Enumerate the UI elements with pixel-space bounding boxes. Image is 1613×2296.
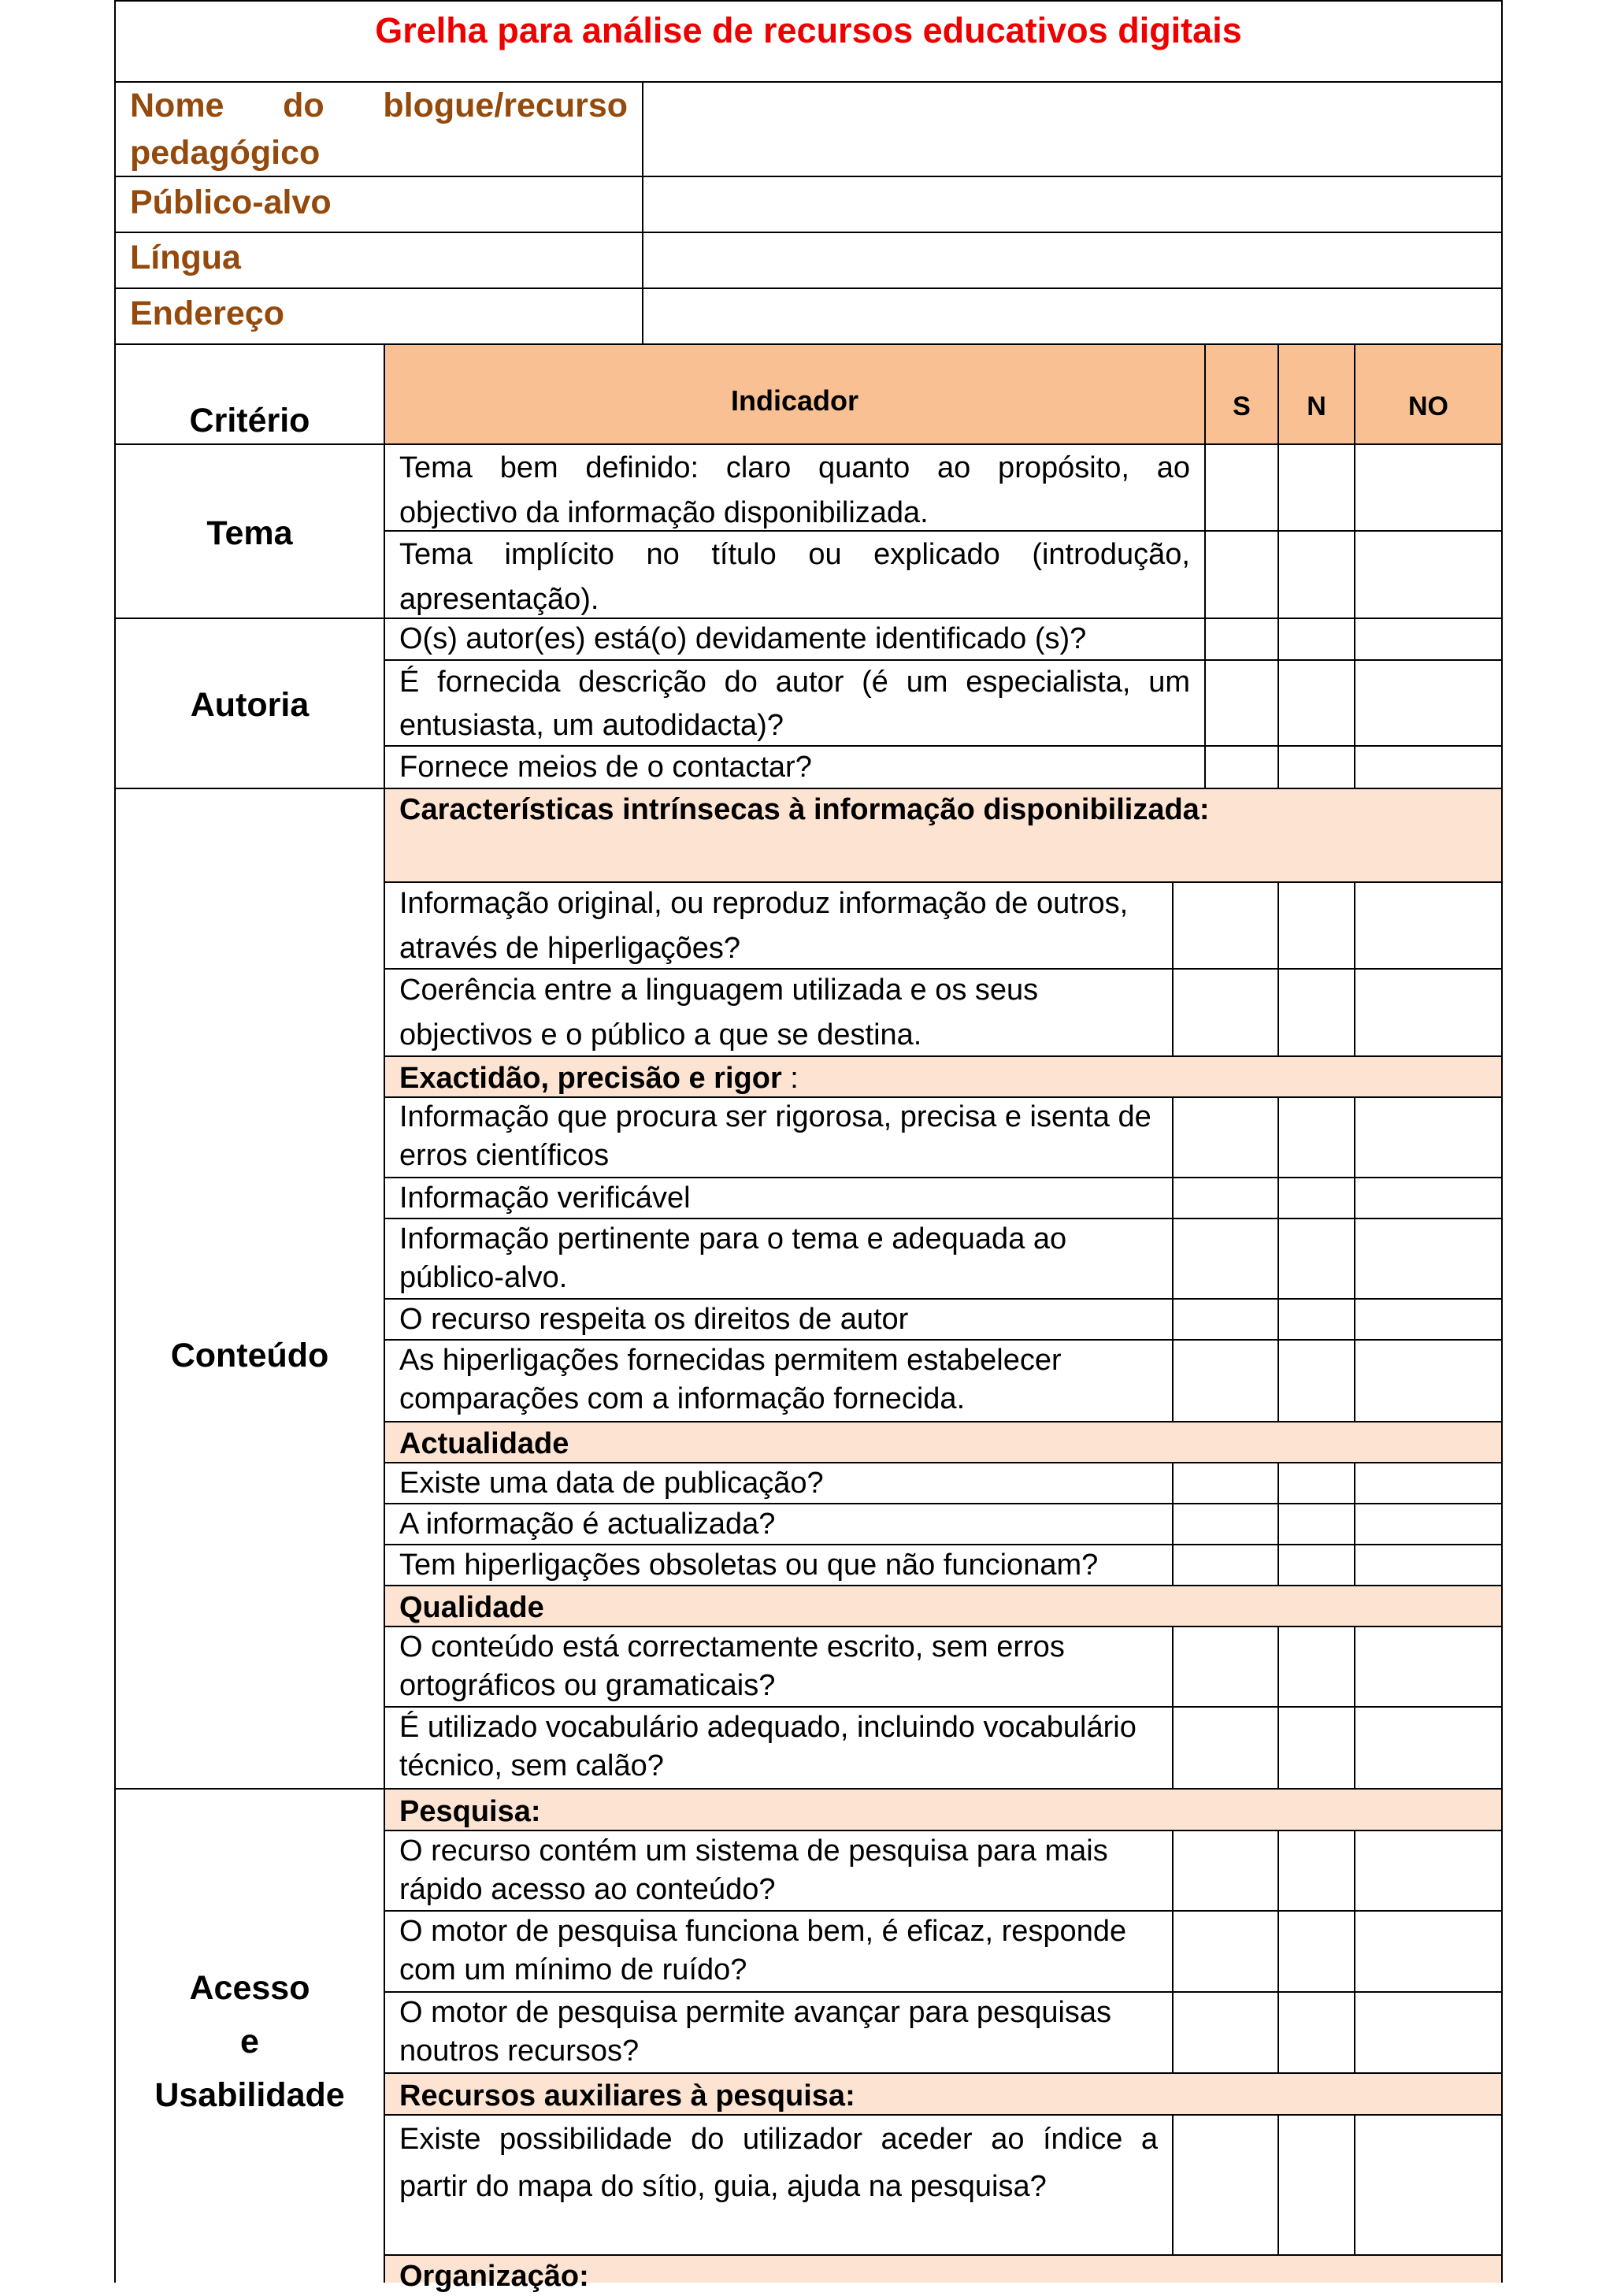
header-no: NO bbox=[1408, 391, 1448, 421]
indicator-pesquisa-2: O motor de pesquisa funciona bem, é eficaz, responde com um mínimo de ruído? bbox=[399, 1915, 1127, 1987]
header-n: N bbox=[1307, 391, 1326, 421]
criterion-tema: Tema bbox=[206, 514, 293, 552]
criterion-acesso-line1: Acesso bbox=[189, 1969, 310, 2007]
info-value-nome[interactable] bbox=[643, 83, 1501, 176]
indicator-exactidao-5: As hiperligações fornecidas permitem estabelecer comparações com a informação fornecida. bbox=[399, 1344, 1062, 1416]
indicator-intrinsecas-1: Informação original, ou reproduz informação de outros, através de hiperligações? bbox=[399, 887, 1129, 965]
indicator-pesquisa-3: O motor de pesquisa permite avançar para pesquisas noutros recursos? bbox=[399, 1996, 1112, 2068]
header-indicador: Indicador bbox=[730, 384, 859, 417]
header-s: S bbox=[1233, 391, 1251, 421]
subheader-organizacao: Organização: bbox=[399, 2260, 589, 2293]
criterion-autoria: Autoria bbox=[190, 686, 310, 724]
info-label-endereco: Endereço bbox=[130, 295, 284, 332]
indicator-qualidade-1: O conteúdo está correctamente escrito, sem erros ortográficos ou gramaticais? bbox=[399, 1630, 1065, 1703]
indicator-tema-1: Tema bem definido: claro quanto ao propósito, ao objectivo da informação disponibilizada. bbox=[399, 451, 1190, 529]
criterion-acesso bbox=[116, 1961, 384, 2122]
indicator-qualidade-2: É utilizado vocabulário adequado, incluindo vocabulário técnico, sem calão? bbox=[399, 1711, 1137, 1783]
indicator-exactidao-1: Informação que procura ser rigorosa, precisa e isenta de erros científicos bbox=[399, 1100, 1151, 1173]
info-label-lingua: Língua bbox=[130, 239, 241, 276]
indicator-exactidao-3: Informação pertinente para o tema e adequada ao público-alvo. bbox=[399, 1222, 1067, 1295]
info-value-publico-alvo[interactable] bbox=[643, 177, 1501, 232]
indicator-exactidao-2: Informação verificável bbox=[399, 1181, 691, 1215]
subheader-exactidao: Exactidão, precisão e rigor : bbox=[399, 1062, 799, 1095]
criterion-acesso-line3: Usabilidade bbox=[154, 2076, 345, 2114]
subheader-actualidade: Actualidade bbox=[399, 1427, 569, 1460]
info-label-nome-line2: pedagógico bbox=[130, 134, 321, 172]
criterion-acesso-line2: e bbox=[240, 2023, 259, 2060]
indicator-autoria-2: É fornecida descrição do autor (é um especialista, um entusiasta, um autodidacta)? bbox=[399, 666, 1190, 742]
indicator-tema-2: Tema implícito no título ou explicado (introdução, apresentação). bbox=[399, 538, 1190, 616]
header-criterio: Critério bbox=[189, 402, 310, 440]
page-title: Grelha para análise de recursos educativos digitais bbox=[375, 10, 1242, 50]
subheader-intrinsecas: Características intrínsecas à informação disponibilizada: bbox=[399, 793, 1210, 826]
info-value-endereco[interactable] bbox=[643, 289, 1501, 343]
info-label-nome-line1: Nome do blogue/recurso bbox=[130, 87, 629, 124]
indicator-intrinsecas-2: Coerência entre a linguagem utilizada e os seus objectivos e o público a que se destina. bbox=[399, 974, 1039, 1052]
indicator-auxiliares-1: Existe possibilidade do utilizador aceder ao índice a partir do mapa do sítio, guia, ajuda na pesquisa? bbox=[399, 2123, 1158, 2203]
indicator-autoria-3: Fornece meios de o contactar? bbox=[399, 751, 812, 784]
indicator-autoria-1: O(s) autor(es) está(o) devidamente identificado (s)? bbox=[399, 622, 1087, 655]
indicator-actualidade-3: Tem hiperligações obsoletas ou que não funcionam? bbox=[399, 1549, 1099, 1582]
indicator-exactidao-4: O recurso respeita os direitos de autor bbox=[399, 1303, 909, 1336]
info-label-publico-alvo: Público-alvo bbox=[130, 184, 332, 221]
info-label-nome bbox=[130, 82, 628, 176]
indicator-pesquisa-1: O recurso contém um sistema de pesquisa para mais rápido acesso ao conteúdo? bbox=[399, 1834, 1108, 1907]
subheader-pesquisa: Pesquisa: bbox=[399, 1795, 541, 1828]
subheader-auxiliares: Recursos auxiliares à pesquisa: bbox=[399, 2079, 855, 2112]
criterion-conteudo: Conteúdo bbox=[170, 1337, 329, 1374]
subheader-qualidade: Qualidade bbox=[399, 1591, 544, 1624]
info-value-lingua[interactable] bbox=[643, 233, 1501, 287]
indicator-actualidade-2: A informação é actualizada? bbox=[399, 1508, 776, 1541]
indicator-actualidade-1: Existe uma data de publicação? bbox=[399, 1467, 824, 1500]
